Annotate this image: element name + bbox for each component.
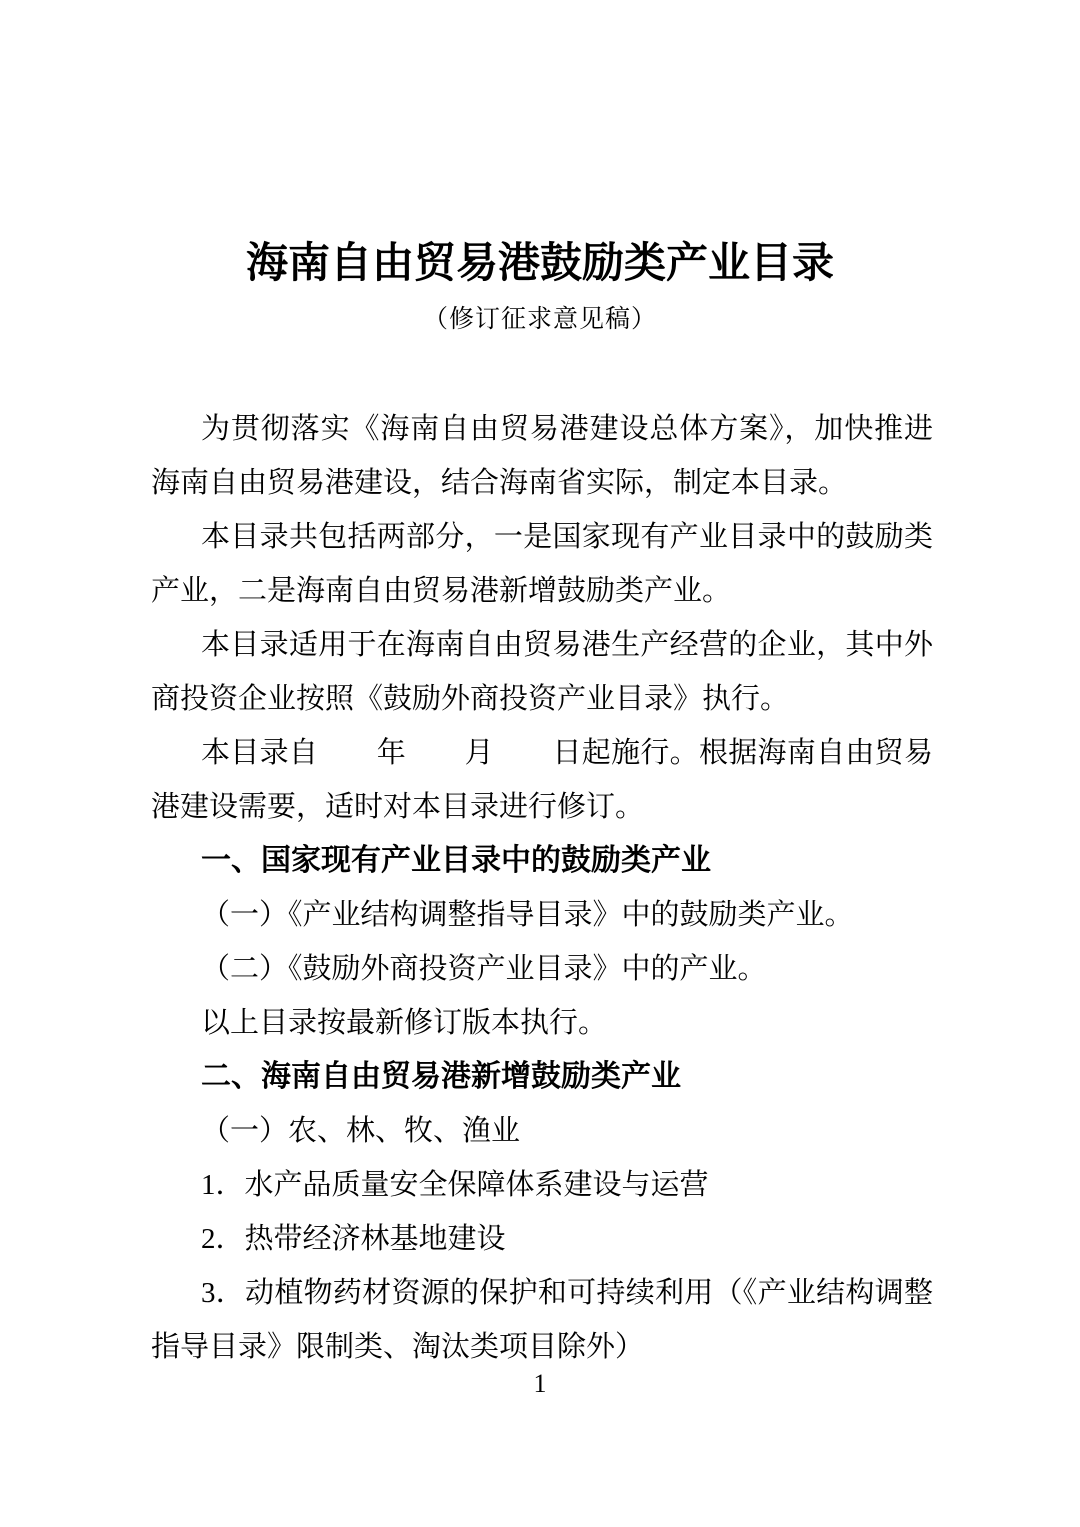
section1-note: 以上目录按最新修订版本执行。 [201,1007,608,1039]
scope-paragraph: 本目录共包括两部分，一是国家现有产业目录中的鼓励类产业，二是海南自由贸易港新增鼓励类产业。 [151,521,933,607]
section-heading-1: 一、国家现有产业目录中的鼓励类产业 [201,844,711,877]
document-body [151,402,933,1374]
section2-list-item-2: 2．热带经济林基地建设 [201,1223,506,1255]
intro-paragraph: 为贯彻落实《海南自由贸易港建设总体方案》，加快推进海南自由贸易港建设，结合海南省实际，制定本目录。 [151,413,933,499]
section-heading-2: 二、海南自由贸易港新增鼓励类产业 [201,1060,681,1093]
applicability-paragraph: 本目录适用于在海南自由贸易港生产经营的企业，其中外商投资企业按照《鼓励外商投资产业目录》执行。 [151,629,933,715]
section1-item-2: （二）《鼓励外商投资产业目录》中的产业。 [201,953,767,985]
section1-item-1: （一）《产业结构调整指导目录》中的鼓励类产业。 [201,899,854,931]
section2-list-item-1: 1．水产品质量安全保障体系建设与运营 [201,1169,709,1201]
document-title: 海南自由贸易港鼓励类产业目录 [245,241,834,287]
effective-date-paragraph: 本目录自 年 月 日起施行。根据海南自由贸易港建设需要，适时对本目录进行修订。 [151,737,933,823]
section2-list-item-3: 3．动植物药材资源的保护和可持续利用（《产业结构调整指导目录》限制类、淘汰类项目除外） [151,1277,933,1363]
document-subtitle: （修订征求意见稿） [422,306,657,333]
section2-subheading-1: （一）农、林、牧、渔业 [201,1115,521,1147]
page-number: 1 [533,1369,547,1398]
